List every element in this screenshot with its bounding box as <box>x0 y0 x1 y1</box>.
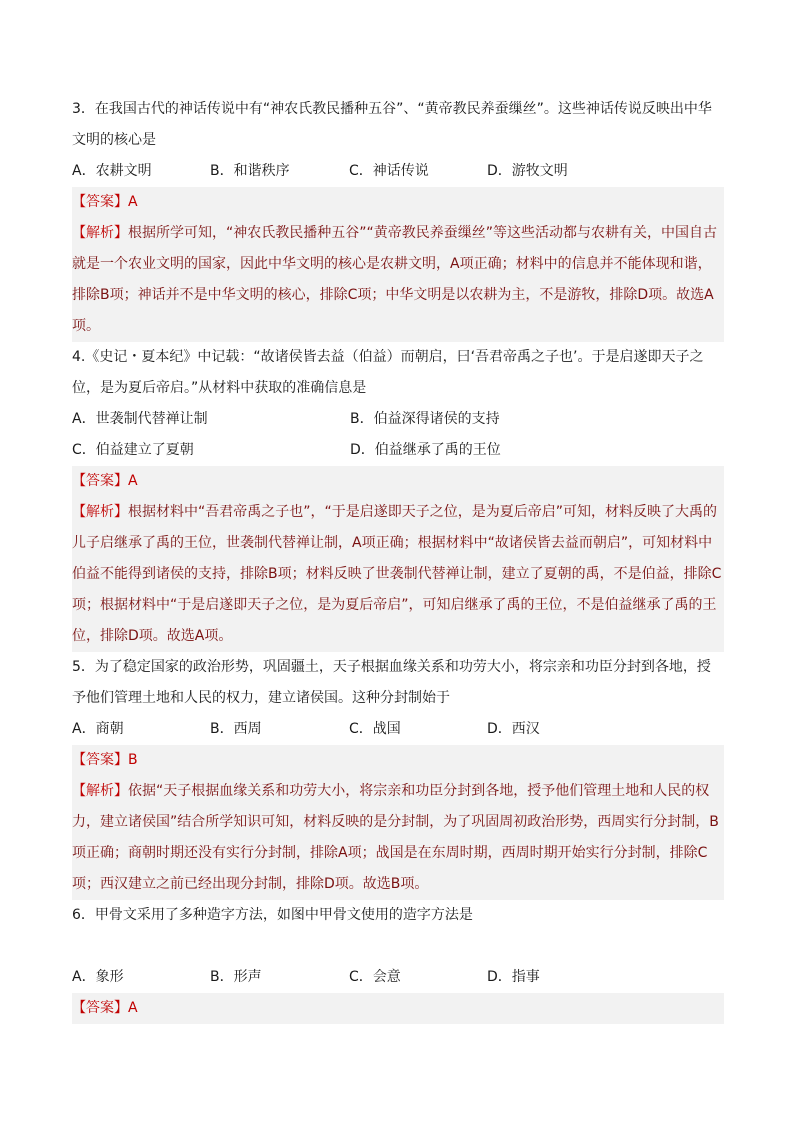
question-6 <box>72 900 724 1024</box>
answer-value: A <box>128 1000 138 1016</box>
answer-value: B <box>128 752 138 768</box>
analysis <box>72 218 724 342</box>
option-c: C．战国 <box>349 721 401 737</box>
option-d: D．西汉 <box>487 721 540 737</box>
analysis-label: 【解析】 <box>72 783 128 799</box>
question-5-options <box>72 714 724 745</box>
option-c: C．会意 <box>349 969 401 985</box>
document-page <box>72 94 724 1024</box>
option-a: A．商朝 <box>72 721 124 737</box>
analysis <box>72 776 724 900</box>
option-a: A．世袭制代替禅让制 <box>72 411 208 427</box>
question-4-options-row-2 <box>72 435 724 466</box>
question-4-options-row-1 <box>72 404 724 435</box>
figure-area <box>72 931 724 962</box>
analysis <box>72 497 724 652</box>
answer-box <box>72 187 724 342</box>
answer-box <box>72 993 724 1024</box>
option-b: B．伯益深得诸侯的支持 <box>350 411 500 427</box>
option-d: D．指事 <box>487 969 540 985</box>
answer-line <box>72 187 724 218</box>
question-3-text: 3．在我国古代的神话传说中有“神农氏教民播种五谷”、“黄帝教民养蚕缫丝”。这些神话传说反映出中华文明的核心是 <box>72 101 712 148</box>
answer-line <box>72 745 724 776</box>
analysis-label: 【解析】 <box>72 225 128 241</box>
option-a: A．农耕文明 <box>72 163 152 179</box>
analysis-text: 根据所学可知，“神农氏教民播种五谷”“黄帝教民养蚕缫丝”等这些活动都与农耕有关，中国自古就是一个农业文明的国家，因此中华文明的核心是农耕文明，A项正确；材料中的信息并不能体现和谐，排除B项；神话并不是中华文明的核心，排除C项；中华文明是以农耕为主，不是游牧，排除D项。故选A项。 <box>72 225 718 334</box>
question-6-text: 6．甲骨文采用了多种造字方法，如图中甲骨文使用的造字方法是 <box>72 907 473 923</box>
option-d: D．伯益继承了禹的王位 <box>350 442 501 458</box>
option-c: C．神话传说 <box>349 163 429 179</box>
analysis-text: 依据“天子根据血缘关系和功劳大小，将宗亲和功臣分封到各地，授予他们管理土地和人民的权力，建立诸侯国”结合所学知识可知，材料反映的是分封制，为了巩固周初政治形势，西周实行分封制，B项正确；商朝时期还没有实行分封制，排除A项；战国是在东周时期，西周时期开始实行分封制，排除C项；西汉建立之前已经出现分封制，排除D项。故选B项。 <box>72 783 719 892</box>
answer-box <box>72 466 724 652</box>
question-3-options <box>72 156 724 187</box>
answer-label: 【答案】 <box>72 473 128 489</box>
analysis-label: 【解析】 <box>72 504 128 520</box>
answer-label: 【答案】 <box>72 1000 128 1016</box>
analysis-text: 根据材料中“吾君帝禹之子也”，“于是启遂即天子之位，是为夏后帝启”可知，材料反映了大禹的儿子启继承了禹的王位，世袭制代替禅让制，A项正确；根据材料中“故诸侯皆去益而朝启”，可知材料中伯益不能得到诸侯的支持，排除B项；材料反映了世袭制代替禅让制，建立了夏朝的禹，不是伯益，排除C项；根据材料中“于是启遂即天子之位，是为夏后帝启”，可知启继承了禹的王位，不是伯益继承了禹的王位，排除D项。故选A项。 <box>72 504 722 644</box>
option-d: D．游牧文明 <box>487 163 568 179</box>
question-4-text: 4.《史记・夏本纪》中记载：“故诸侯皆去益（伯益）而朝启，曰‘吾君帝禹之子也’。于是启遂即天子之位，是为夏后帝启。”从材料中获取的准确信息是 <box>72 349 704 396</box>
option-b: B．和谐秩序 <box>210 163 290 179</box>
option-b: B．西周 <box>210 721 262 737</box>
answer-line <box>72 993 724 1024</box>
option-a: A．象形 <box>72 969 124 985</box>
question-5-text: 5．为了稳定国家的政治形势，巩固疆土，天子根据血缘关系和功劳大小，将宗亲和功臣分封到各地，授予他们管理土地和人民的权力，建立诸侯国。这种分封制始于 <box>72 659 711 706</box>
question-3 <box>72 94 724 342</box>
answer-value: A <box>128 473 138 489</box>
option-b: B．形声 <box>210 969 262 985</box>
answer-label: 【答案】 <box>72 194 128 210</box>
question-5 <box>72 652 724 900</box>
answer-box <box>72 745 724 900</box>
answer-label: 【答案】 <box>72 752 128 768</box>
question-4 <box>72 342 724 652</box>
answer-line <box>72 466 724 497</box>
option-c: C．伯益建立了夏朝 <box>72 442 194 458</box>
question-6-options <box>72 962 724 993</box>
answer-value: A <box>128 194 138 210</box>
